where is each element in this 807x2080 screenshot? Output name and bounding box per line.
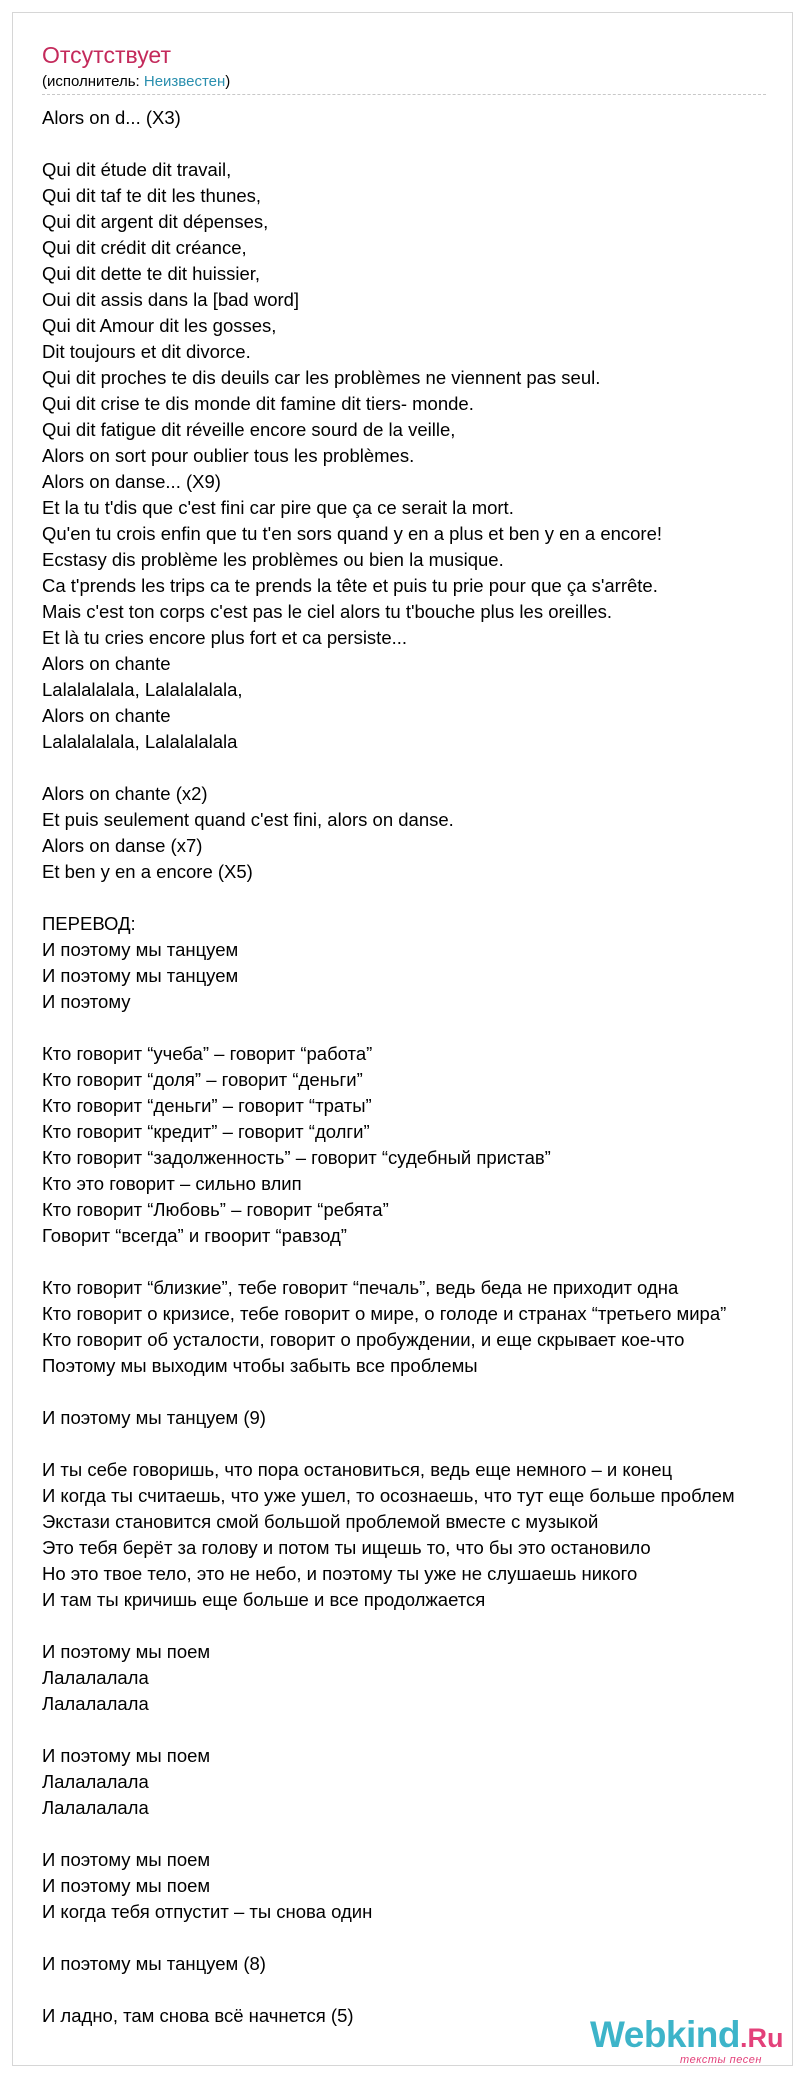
lyric-line: Alors on chante bbox=[42, 653, 171, 674]
logo-brand: Webkind bbox=[590, 2014, 740, 2055]
logo-tagline: тексты песен bbox=[680, 2054, 762, 2066]
lyric-line: Лалалалала bbox=[42, 1797, 149, 1818]
logo-tld: .Ru bbox=[740, 2023, 784, 2053]
lyric-line bbox=[42, 1015, 802, 1041]
song-title: Отсутствует bbox=[42, 42, 171, 68]
lyric-line: Это тебя берёт за голову и потом ты ищешь то, что бы это остановило bbox=[42, 1537, 651, 1558]
lyric-line: Qui dit étude dit travail, bbox=[42, 159, 232, 180]
lyric-line: Et ben y en a encore (X5) bbox=[42, 861, 253, 882]
lyric-line: И когда тебя отпустит – ты снова один bbox=[42, 1901, 373, 1922]
lyrics-text bbox=[42, 105, 802, 2029]
lyric-line: И поэтому мы танцуем bbox=[42, 939, 239, 960]
lyric-line: Lalalalalala, Lalalalalala, bbox=[42, 679, 243, 700]
lyric-line: Лалалалала bbox=[42, 1693, 149, 1714]
lyric-line bbox=[42, 131, 802, 157]
lyric-line: ПЕРЕВОД: bbox=[42, 913, 136, 934]
lyric-line bbox=[42, 1977, 802, 2003]
lyric-line: Qui dit fatigue dit réveille encore sourd de la veille, bbox=[42, 419, 456, 440]
lyric-line: Лалалалала bbox=[42, 1771, 149, 1792]
lyric-line bbox=[42, 1431, 802, 1457]
site-logo[interactable] bbox=[590, 2014, 784, 2066]
lyric-line: Кто говорит “близкие”, тебе говорит “печаль”, ведь беда не приходит одна bbox=[42, 1277, 679, 1298]
lyric-line: Кто говорит “доля” – говорит “деньги” bbox=[42, 1069, 363, 1090]
lyric-line bbox=[42, 885, 802, 911]
lyric-line: Кто говорит об усталости, говорит о пробуждении, и еще скрывает кое-что bbox=[42, 1329, 685, 1350]
lyric-line: Кто это говорит – сильно влип bbox=[42, 1173, 302, 1194]
lyric-line: И поэтому мы поем bbox=[42, 1849, 211, 1870]
lyric-line: Et puis seulement quand c'est fini, alors on danse. bbox=[42, 809, 454, 830]
lyric-line: И поэтому мы поем bbox=[42, 1875, 211, 1896]
lyric-line: Qui dit crise te dis monde dit famine dit tiers- monde. bbox=[42, 393, 474, 414]
lyric-line: И поэтому мы поем bbox=[42, 1641, 211, 1662]
lyric-line: Лалалалала bbox=[42, 1667, 149, 1688]
lyric-line: Ecstasy dis problème les problèmes ou bien la musique. bbox=[42, 549, 504, 570]
lyric-line: Поэтому мы выходим чтобы забыть все проблемы bbox=[42, 1355, 478, 1376]
lyric-line: Кто говорит о кризисе, тебе говорит о мире, о голоде и странах “третьего мира” bbox=[42, 1303, 727, 1324]
lyric-line: Alors on danse (x7) bbox=[42, 835, 203, 856]
lyric-line: Кто говорит “деньги” – говорит “траты” bbox=[42, 1095, 372, 1116]
lyric-line: И поэтому bbox=[42, 991, 131, 1012]
artist-suffix: ) bbox=[225, 73, 231, 90]
lyric-line: Qui dit argent dit dépenses, bbox=[42, 211, 269, 232]
lyric-line bbox=[42, 1379, 802, 1405]
lyric-line: Кто говорит “Любовь” – говорит “ребята” bbox=[42, 1199, 389, 1220]
lyric-line: И поэтому мы танцуем bbox=[42, 965, 239, 986]
lyric-line bbox=[42, 1925, 802, 1951]
lyric-line: Экстази становится смой большой проблемой вместе с музыкой bbox=[42, 1511, 599, 1532]
lyric-line: Но это твое тело, это не небо, и поэтому ты уже не слушаешь никого bbox=[42, 1563, 638, 1584]
artist-prefix: (исполнитель: bbox=[42, 73, 144, 90]
lyric-line: Кто говорит “кредит” – говорит “долги” bbox=[42, 1121, 370, 1142]
lyric-line: Ca t'prends les trips ca te prends la tête et puis tu prie pour que ça s'arrête. bbox=[42, 575, 658, 596]
lyric-line bbox=[42, 1821, 802, 1847]
lyric-line: Qu'en tu crois enfin que tu t'en sors quand y en a plus et ben y en a encore! bbox=[42, 523, 663, 544]
lyric-line: И поэтому мы поем bbox=[42, 1745, 211, 1766]
lyric-line: Кто говорит “задолженность” – говорит “судебный пристав” bbox=[42, 1147, 551, 1168]
lyric-line: Alors on chante bbox=[42, 705, 171, 726]
artist-line bbox=[42, 72, 230, 92]
lyric-line: Mais c'est ton corps c'est pas le ciel alors tu t'bouche plus les oreilles. bbox=[42, 601, 612, 622]
lyric-line: Oui dit assis dans la [bad word] bbox=[42, 289, 300, 310]
lyric-line: Alors on sort pour oublier tous les problèmes. bbox=[42, 445, 415, 466]
lyric-line: И ладно, там снова всё начнется (5) bbox=[42, 2005, 354, 2026]
lyric-line: И ты себе говоришь, что пора остановиться, ведь еще немного – и конец bbox=[42, 1459, 673, 1480]
lyric-line: И когда ты считаешь, что уже ушел, то осознаешь, что тут еще больше проблем bbox=[42, 1485, 735, 1506]
lyric-line: Lalalalalala, Lalalalalala bbox=[42, 731, 238, 752]
lyric-line: Alors on d... (X3) bbox=[42, 107, 181, 128]
lyric-line: И поэтому мы танцуем (9) bbox=[42, 1407, 266, 1428]
lyric-line: И там ты кричишь еще больше и все продолжается bbox=[42, 1589, 486, 1610]
lyric-line: И поэтому мы танцуем (8) bbox=[42, 1953, 266, 1974]
lyric-line bbox=[42, 1613, 802, 1639]
lyric-line: Qui dit taf te dit les thunes, bbox=[42, 185, 262, 206]
lyric-line bbox=[42, 1717, 802, 1743]
lyric-line bbox=[42, 755, 802, 781]
lyric-line: Et la tu t'dis que c'est fini car pire que ça ce serait la mort. bbox=[42, 497, 514, 518]
lyric-line: Qui dit proches te dis deuils car les problèmes ne viennent pas seul. bbox=[42, 367, 601, 388]
lyric-line: Qui dit crédit dit créance, bbox=[42, 237, 247, 258]
lyric-line: Кто говорит “учеба” – говорит “работа” bbox=[42, 1043, 373, 1064]
artist-link[interactable]: Неизвестен bbox=[143, 73, 226, 90]
lyric-line bbox=[42, 1249, 802, 1275]
lyric-line: Dit toujours et dit divorce. bbox=[42, 341, 251, 362]
lyric-line: Alors on chante (x2) bbox=[42, 783, 208, 804]
lyric-line: Qui dit Amour dit les gosses, bbox=[42, 315, 277, 336]
lyric-line: Alors on danse... (X9) bbox=[42, 471, 221, 492]
lyric-line: Qui dit dette te dit huissier, bbox=[42, 263, 261, 284]
lyric-line: Et là tu cries encore plus fort et ca persiste... bbox=[42, 627, 408, 648]
title-divider bbox=[42, 94, 766, 95]
lyric-line: Говорит “всегда” и гвоорит “равзод” bbox=[42, 1225, 347, 1246]
